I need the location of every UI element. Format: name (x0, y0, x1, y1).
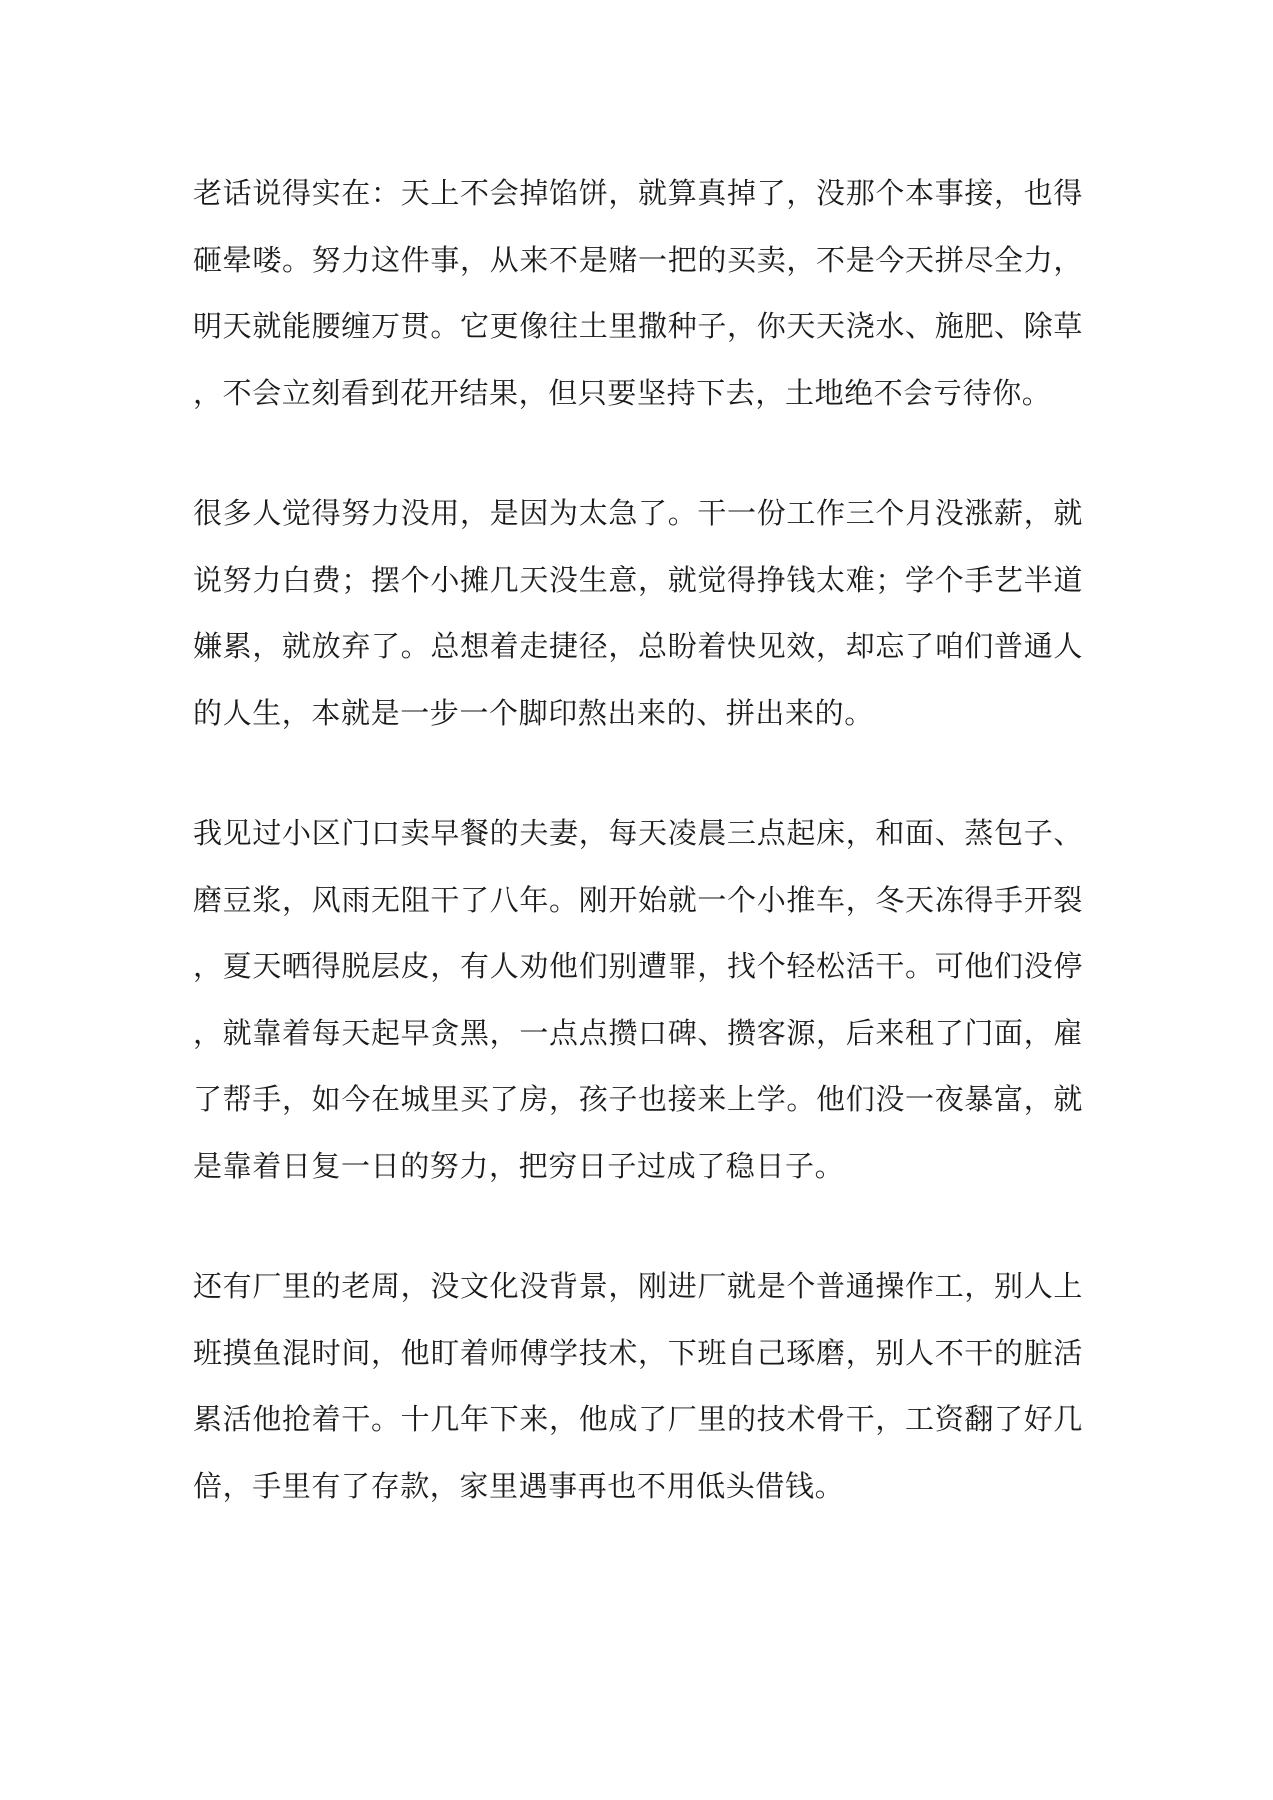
paragraph-1: 老话说得实在：天上不会掉馅饼，就算真掉了，没那个本事接，也得砸晕喽。努力这件事，从来不是赌一把的买卖，不是今天拼尽全力，明天就能腰缠万贯。它更像往土里撒种子，你天天浇水、施肥、除草，不会立刻看到花开结果，但只要坚持下去，土地绝不会亏待你。 (193, 176, 1083, 410)
article-body (193, 160, 1083, 1519)
paragraph-3: 我见过小区门口卖早餐的夫妻，每天凌晨三点起床，和面、蒸包子、磨豆浆，风雨无阻干了八年。刚开始就一个小推车，冬天冻得手开裂，夏天晒得脱层皮，有人劝他们别遭罪，找个轻松活干。可他们没停，就靠着每天起早贪黑，一点点攒口碑、攒客源，后来租了门面，雇了帮手，如今在城里买了房，孩子也接来上学。他们没一夜暴富，就是靠着日复一日的努力，把穷日子过成了稳日子。 (193, 816, 1083, 1183)
paragraph-4: 还有厂里的老周，没文化没背景，刚进厂就是个普通操作工，别人上班摸鱼混时间，他盯着师傅学技术，下班自己琢磨，别人不干的脏活累活他抢着干。十几年下来，他成了厂里的技术骨干，工资翻了好几倍，手里有了存款，家里遇事再也不用低头借钱。 (193, 1269, 1083, 1503)
paragraph-2: 很多人觉得努力没用，是因为太急了。干一份工作三个月没涨薪，就说努力白费；摆个小摊几天没生意，就觉得挣钱太难；学个手艺半道嫌累，就放弃了。总想着走捷径，总盼着快见效，却忘了咱们普通人的人生，本就是一步一个脚印熬出来的、拼出来的。 (193, 496, 1083, 730)
